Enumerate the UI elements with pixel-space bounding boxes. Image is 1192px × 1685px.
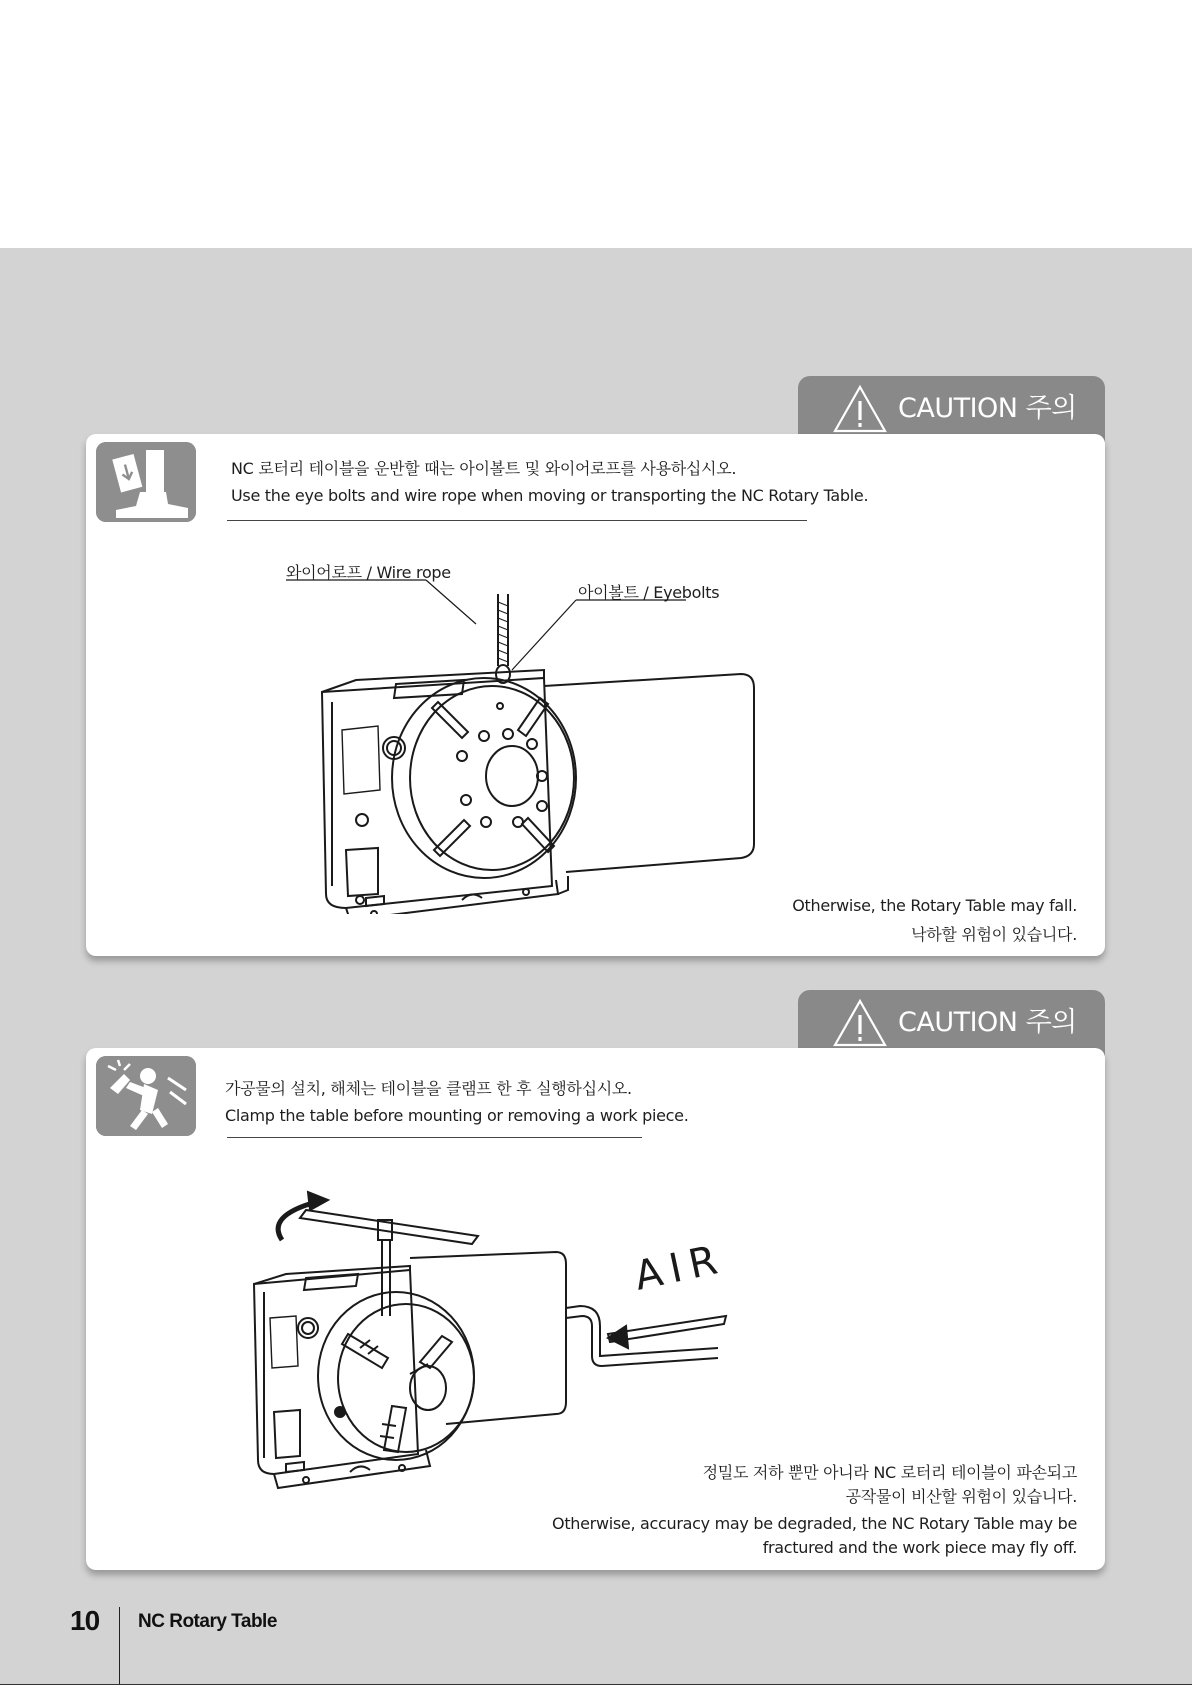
warning-english: Otherwise, the Rotary Table may fall.: [792, 896, 1077, 915]
air-label: AIR: [630, 1235, 730, 1300]
falling-object-foot-icon: [96, 442, 196, 522]
caution-label: CAUTION 주의: [898, 393, 1077, 424]
rotary-table-clamp-illustration: [246, 1188, 766, 1548]
page-number: 10: [70, 1605, 100, 1636]
warning-korean-line1: 정밀도 저하 뿐만 아니라 NC 로터리 테이블이 파손되고: [702, 1463, 1077, 1482]
flying-object-person-icon: [96, 1056, 196, 1136]
heading-english: Use the eye bolts and wire rope when moving or transporting the NC Rotary Table.: [231, 486, 869, 505]
heading-underline: [227, 1137, 642, 1138]
callout-wire-rope: 와이어로프 / Wire rope: [286, 563, 451, 582]
heading-korean: NC 로터리 테이블을 운반할 때는 아이볼트 및 와이어로프를 사용하십시오.: [231, 459, 737, 478]
callout-eyebolts: 아이볼트 / Eyebolts: [578, 583, 720, 602]
caution-label: CAUTION 주의: [898, 1007, 1077, 1038]
heading-english: Clamp the table before mounting or removing a work piece.: [225, 1106, 689, 1125]
caution-card-clamp: [86, 1048, 1105, 1570]
rotary-table-lifting-illustration: [286, 554, 846, 914]
warning-english-line2: fractured and the work piece may fly off.: [762, 1538, 1077, 1557]
heading-korean: 가공물의 설치, 해체는 테이블을 클램프 한 후 실행하십시오.: [225, 1079, 632, 1098]
caution-tab: [798, 990, 1105, 1056]
heading-underline: [227, 520, 807, 521]
footer-title: NC Rotary Table: [138, 1611, 277, 1632]
caution-card-transport: [86, 434, 1105, 956]
warning-korean: 낙하할 위험이 있습니다.: [911, 925, 1077, 944]
warning-english-line1: Otherwise, accuracy may be degraded, the NC Rotary Table may be: [552, 1514, 1077, 1533]
caution-triangle-icon: [832, 384, 888, 434]
warning-korean-line2: 공작물이 비산할 위험이 있습니다.: [845, 1487, 1077, 1506]
caution-tab: [798, 376, 1105, 442]
footer-separator: [119, 1607, 120, 1685]
caution-triangle-icon: [832, 998, 888, 1048]
